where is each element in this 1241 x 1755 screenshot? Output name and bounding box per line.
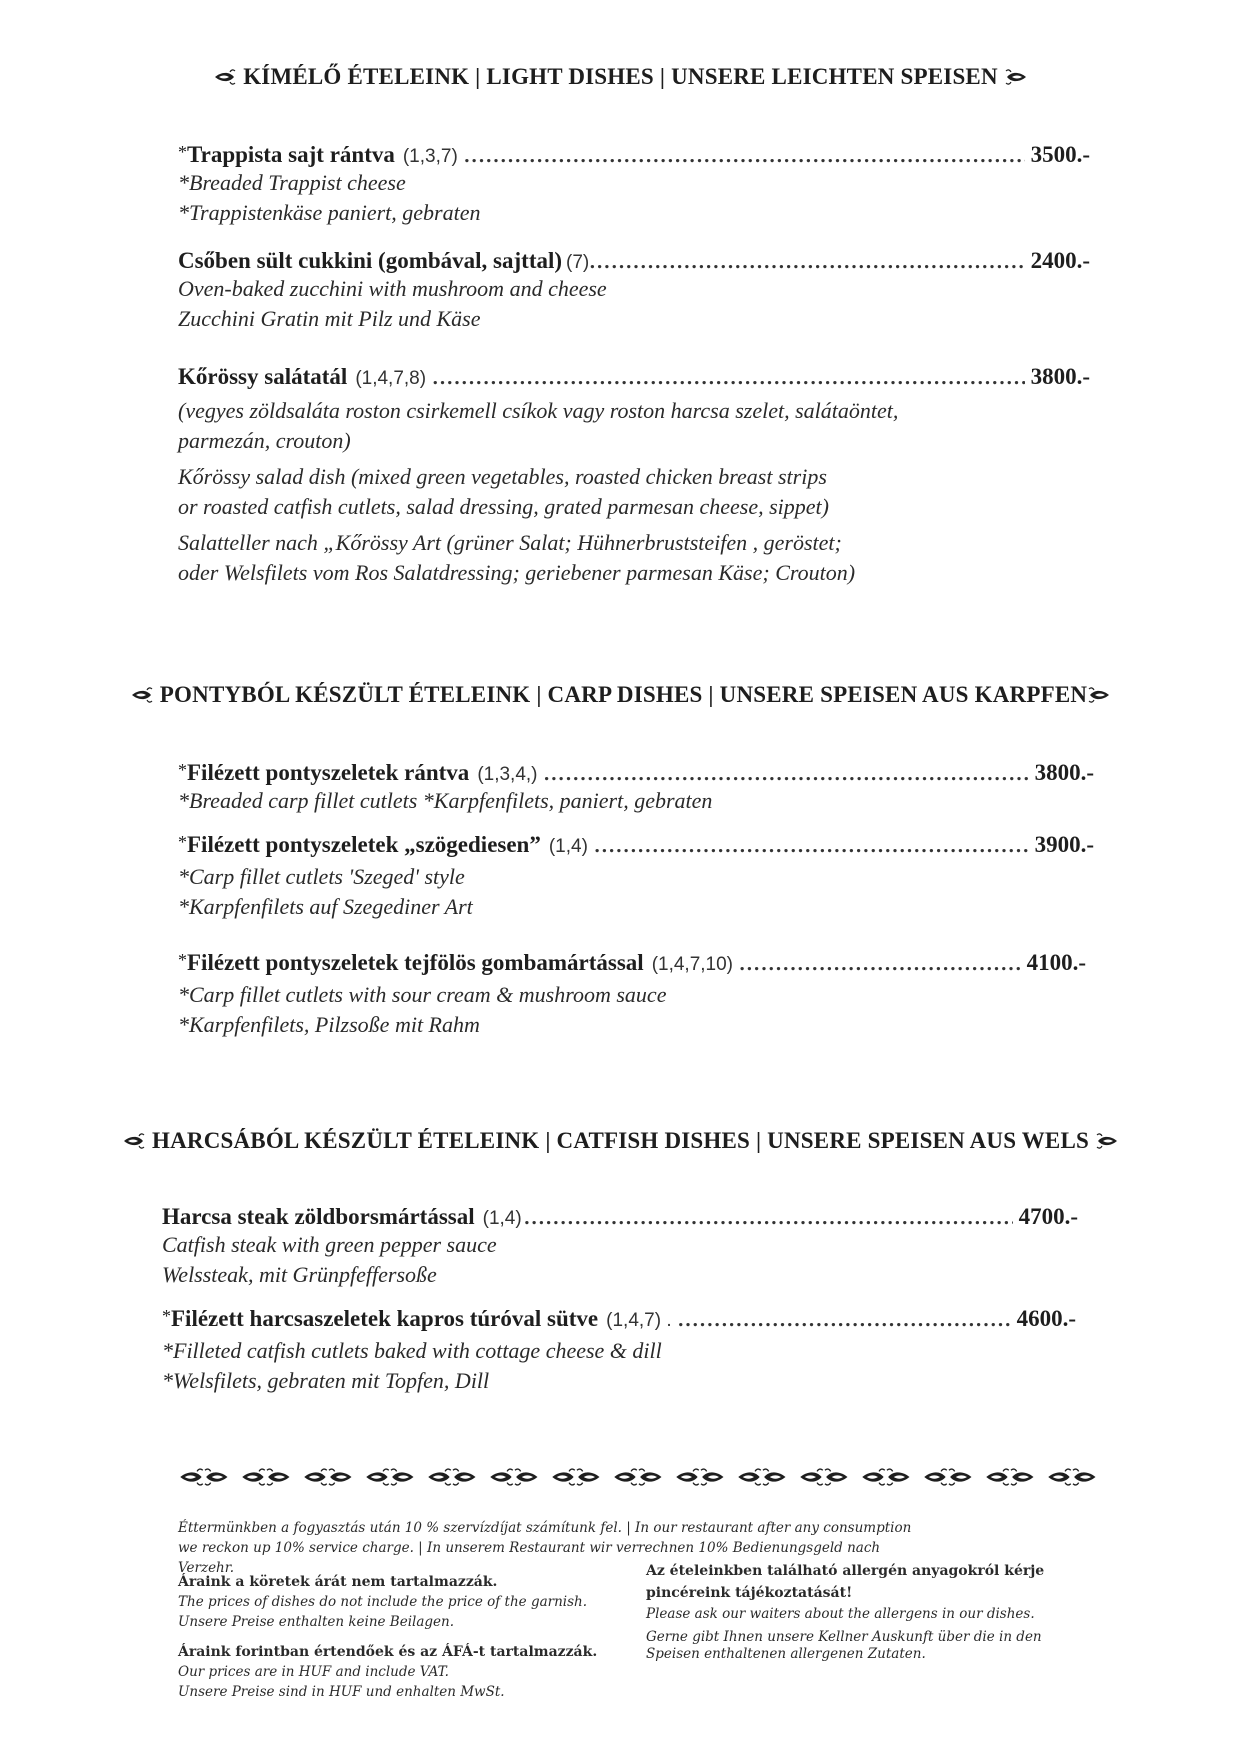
ornament-divider (178, 1463, 1100, 1493)
star-marker: * (178, 142, 187, 162)
garnish-line: The prices of dishes do not include the price of the garnish. (178, 1594, 588, 1610)
dish-korossy (178, 364, 1090, 588)
leaf-scroll-ornament-icon (213, 68, 237, 86)
allergen-codes: (1,3,7) (402, 146, 458, 167)
double-leaf-scroll-ornament-icon (426, 1463, 480, 1491)
dot-leader (594, 836, 1029, 857)
garnish-note (178, 1572, 618, 1632)
allergen-english: Please ask our waiters about the allergens in our dishes. (646, 1606, 1035, 1622)
dish-description: Catfish steak with green pepper sauce (162, 1232, 497, 1257)
dish-price: 2400.- (1030, 248, 1090, 273)
allergen-codes: (7) (566, 252, 590, 273)
dish-name: *Filézett pontyszeletek „szögediesen” (178, 832, 541, 857)
allergen-codes: (1,4,7,10) (651, 954, 734, 975)
dish-description: oder Welsfilets vom Ros Salatdressing; geriebener parmesan Käse; Crouton) (178, 560, 856, 585)
garnish-line: Unsere Preise enthalten keine Beilagen. (178, 1614, 455, 1630)
dish-description: *Filleted catfish cutlets baked with cottage cheese & dill (162, 1338, 662, 1363)
leaf-scroll-ornament-icon (1095, 1132, 1119, 1150)
double-leaf-scroll-ornament-icon (984, 1463, 1038, 1491)
star-marker: * (178, 950, 187, 970)
garnish-title: Áraink a köretek árát nem tartalmazzák. (178, 1574, 498, 1590)
dot-leader (544, 764, 1029, 785)
dish-trappista (178, 142, 1090, 228)
dish-description: *Karpfenfilets auf Szegediner Art (178, 894, 473, 919)
dish-description: *Breaded Trappist cheese (178, 170, 406, 195)
double-leaf-scroll-ornament-icon (488, 1463, 542, 1491)
dish-price: 3500.- (1030, 142, 1090, 167)
section-title-catfish-dishes (0, 1128, 1241, 1154)
star-marker: * (178, 760, 187, 780)
dish-name: *Filézett pontyszeletek rántva (178, 760, 470, 785)
allergen-codes: (1,4) (548, 836, 588, 857)
dish-carp-mushroom (178, 950, 1086, 1040)
currency-line: Unsere Preise sind in HUF und enhalten MwSt. (178, 1684, 505, 1700)
dish-name: *Filézett pontyszeletek tejfölös gombamártással (178, 950, 644, 975)
double-leaf-scroll-ornament-icon (178, 1463, 232, 1491)
dish-price: 4700.- (1018, 1204, 1078, 1229)
star-marker: * (178, 832, 187, 852)
dish-description: Zucchini Gratin mit Pilz und Käse (178, 306, 481, 331)
dish-description: *Trappistenkäse paniert, gebraten (178, 200, 481, 225)
dish-name: *Trappista sajt rántva (178, 142, 395, 167)
dish-description: or roasted catfish cutlets, salad dressing, grated parmesan cheese, sippet) (178, 494, 829, 519)
section-title-carp-dishes (0, 682, 1241, 708)
dish-price: 3800.- (1034, 760, 1094, 785)
dish-description: *Carp fillet cutlets 'Szeged' style (178, 864, 465, 889)
service-charge-line: Éttermünkben a fogyasztás után 10 % szervízdíjat számítunk fel. | In our restaurant after any consumption (178, 1520, 912, 1536)
dish-description: *Karpfenfilets, Pilzsoße mit Rahm (178, 1012, 480, 1037)
double-leaf-scroll-ornament-icon (612, 1463, 666, 1491)
dish-cukkini (178, 248, 1090, 334)
dot-leader (739, 954, 1021, 975)
double-leaf-scroll-ornament-icon (364, 1463, 418, 1491)
allergen-german: Gerne gibt Ihnen unsere Kellner Auskunft über die in den (646, 1629, 1042, 1645)
dish-description: *Breaded carp fillet cutlets *Karpfenfilets, paniert, gebraten (178, 788, 713, 813)
allergen-note (646, 1560, 1066, 1663)
dish-carp-szeged (178, 832, 1094, 922)
dish-name: Kőrössy salátatál (178, 364, 348, 389)
allergen-title: pincéreink tájékoztatását! (646, 1585, 853, 1601)
double-leaf-scroll-ornament-icon (860, 1463, 914, 1491)
double-leaf-scroll-ornament-icon (674, 1463, 728, 1491)
dot-leader (432, 368, 1025, 389)
double-leaf-scroll-ornament-icon (798, 1463, 852, 1491)
dot-leader (678, 1310, 1011, 1331)
section-title-text: HARCSÁBÓL KÉSZÜLT ÉTELEINK | CATFISH DISHES | UNSERE SPEISEN AUS WELS (151, 1128, 1090, 1153)
dot-leader (524, 1208, 1013, 1229)
service-charge-line: we reckon up 10% service charge. | In unserem Restaurant wir verrechnen 10% Bedienungsgeld nach Verzehr. (178, 1540, 881, 1576)
dish-description: Salatteller nach „Kőrössy Art (grüner Salat; Hühnerbruststeifen , geröstet; (178, 530, 842, 555)
allergen-codes: (1,3,4,) (477, 764, 538, 785)
dish-price: 3800.- (1030, 364, 1090, 389)
dish-carp-breaded (178, 760, 1094, 816)
dish-catfish-steak (162, 1204, 1078, 1290)
dish-description: Oven-baked zucchini with mushroom and cheese (178, 276, 607, 301)
dish-name: Harcsa steak zöldborsmártással (162, 1204, 475, 1229)
allergen-codes: (1,4,7,8) (355, 368, 427, 389)
dish-price: 4600.- (1016, 1306, 1076, 1331)
dish-name: Csőben sült cukkini (gombával, sajttal) (178, 248, 563, 273)
dish-price: 4100.- (1026, 950, 1086, 975)
allergen-title: Az ételeinkben található allergén anyagokról kérje (646, 1563, 1045, 1579)
allergen-german: Speisen enthaltenen allergenen Zutaten. (646, 1646, 926, 1662)
dish-description: Welssteak, mit Grünpfeffersoße (162, 1262, 437, 1287)
dish-catfish-cottage (162, 1306, 1076, 1396)
allergen-codes: (1,4,7) . (606, 1310, 672, 1331)
double-leaf-scroll-ornament-icon (302, 1463, 356, 1491)
double-leaf-scroll-ornament-icon (240, 1463, 294, 1491)
dish-description: *Welsfilets, gebraten mit Topfen, Dill (162, 1368, 490, 1393)
section-title-text: PONTYBÓL KÉSZÜLT ÉTELEINK | CARP DISHES | UNSERE SPEISEN AUS KARPFEN (159, 682, 1088, 707)
double-leaf-scroll-ornament-icon (736, 1463, 790, 1491)
dish-description: parmezán, crouton) (178, 428, 351, 453)
dish-description: Kőrössy salad dish (mixed green vegetables, roasted chicken breast strips (178, 464, 827, 489)
allergen-codes: (1,4) (482, 1208, 522, 1229)
leaf-scroll-ornament-icon (1087, 686, 1111, 704)
dish-description: *Carp fillet cutlets with sour cream & mushroom sauce (178, 982, 667, 1007)
currency-line: Our prices are in HUF and include VAT. (178, 1664, 449, 1680)
section-title-light-dishes (0, 64, 1241, 90)
double-leaf-scroll-ornament-icon (1046, 1463, 1100, 1491)
dot-leader (464, 146, 1025, 167)
double-leaf-scroll-ornament-icon (550, 1463, 604, 1491)
dish-description: (vegyes zöldsaláta roston csirkemell csíkok vagy roston harcsa szelet, salátaöntet, (178, 398, 899, 423)
leaf-scroll-ornament-icon (122, 1132, 146, 1150)
dot-leader (589, 252, 1024, 273)
section-title-text: KÍMÉLŐ ÉTELEINK | LIGHT DISHES | UNSERE LEICHTEN SPEISEN (243, 64, 998, 89)
currency-note (178, 1642, 618, 1702)
leaf-scroll-ornament-icon (1004, 68, 1028, 86)
dish-price: 3900.- (1034, 832, 1094, 857)
double-leaf-scroll-ornament-icon (922, 1463, 976, 1491)
currency-title: Áraink forintban értendőek és az ÁFÁ-t tartalmazzák. (178, 1644, 598, 1660)
dish-name: *Filézett harcsaszeletek kapros túróval sütve (162, 1306, 599, 1331)
star-marker: * (162, 1306, 171, 1326)
leaf-scroll-ornament-icon (130, 686, 154, 704)
